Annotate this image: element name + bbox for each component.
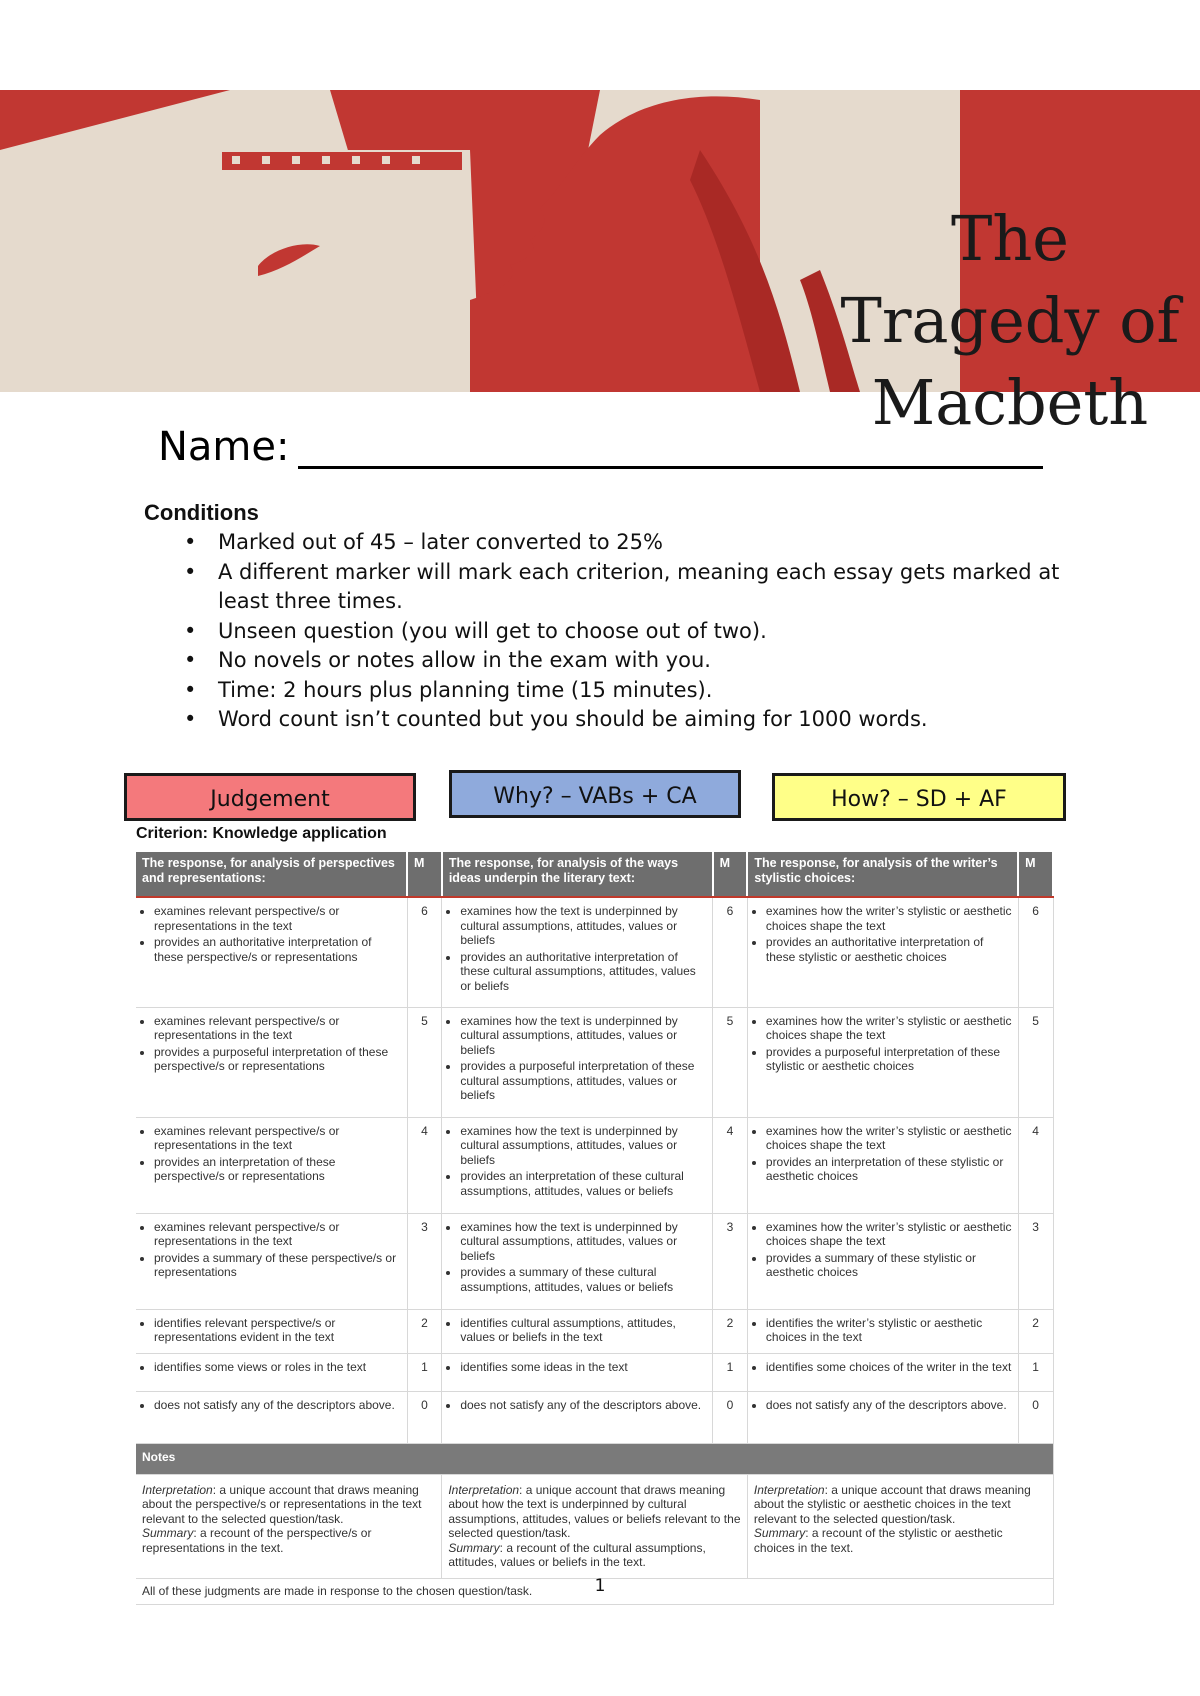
descriptor-cell bbox=[442, 897, 713, 1007]
mark-cell: 2 bbox=[407, 1309, 442, 1353]
note-text: : a unique account that draws meaning about how the text is underpinned by cultural assumptions, attitudes, values or beliefs relevant to the selected question/task. bbox=[448, 1482, 741, 1540]
descriptor-item: • provides an interpretation of these cultural assumptions, attitudes, values or beliefs bbox=[460, 1169, 706, 1198]
descriptor-item: • provides an authoritative interpretation of these cultural assumptions, attitudes, values or beliefs bbox=[460, 950, 706, 994]
descriptor-item: • provides a summary of these stylistic or aesthetic choices bbox=[766, 1251, 1012, 1280]
rubric-header-row bbox=[136, 852, 1053, 897]
descriptor-item: • provides a purposeful interpretation of these perspective/s or representations bbox=[154, 1045, 401, 1074]
name-blank-line[interactable] bbox=[298, 466, 1043, 469]
mark-cell: 6 bbox=[407, 897, 442, 1007]
title-line-2: Tragedy of bbox=[840, 284, 1180, 357]
note-term: Interpretation bbox=[753, 1482, 825, 1497]
descriptor-cell bbox=[442, 1213, 713, 1309]
descriptor-item: • examines how the writer’s stylistic or aesthetic choices shape the text bbox=[766, 1220, 1012, 1249]
note-term: Summary bbox=[753, 1526, 806, 1540]
descriptor-item: • examines how the text is underpinned by cultural assumptions, attitudes, values or beliefs bbox=[460, 1014, 706, 1058]
descriptor-item: • identifies relevant perspective/s or representations evident in the text bbox=[154, 1316, 401, 1345]
legend-judgement: Judgement bbox=[124, 773, 416, 821]
page-number: 1 bbox=[594, 1576, 606, 1596]
mark-cell: 5 bbox=[407, 1007, 442, 1117]
mark-cell: 0 bbox=[407, 1391, 442, 1443]
descriptor-item: • identifies the writer’s stylistic or aesthetic choices in the text bbox=[766, 1316, 1012, 1345]
note-text: : a recount of the cultural assumptions, attitudes, values or beliefs in the text. bbox=[448, 1540, 706, 1569]
descriptor-cell bbox=[136, 1213, 407, 1309]
header-perspectives: The response, for analysis of perspectives and representations: bbox=[136, 852, 407, 897]
title-line-1: The bbox=[951, 202, 1069, 275]
mark-cell: 4 bbox=[407, 1117, 442, 1213]
mark-cell: 5 bbox=[713, 1007, 748, 1117]
descriptor-cell bbox=[747, 1309, 1018, 1353]
mark-cell: 4 bbox=[713, 1117, 748, 1213]
note-term: Interpretation bbox=[142, 1482, 213, 1497]
descriptor-item: • identifies cultural assumptions, attitudes, values or beliefs in the text bbox=[460, 1316, 706, 1345]
criterion-title: Criterion: Knowledge application bbox=[136, 825, 387, 842]
descriptor-item: • examines how the writer’s stylistic or aesthetic choices shape the text bbox=[766, 1124, 1012, 1153]
descriptor-item: • examines how the writer’s stylistic or aesthetic choices shape the text bbox=[766, 1014, 1012, 1043]
descriptor-item: • does not satisfy any of the descriptors above. bbox=[460, 1398, 706, 1413]
descriptor-item: • identifies some views or roles in the text bbox=[154, 1360, 401, 1375]
note-text: : a recount of the stylistic or aesthetic choices in the text. bbox=[753, 1526, 1003, 1555]
mark-cell: 6 bbox=[1018, 897, 1053, 1007]
descriptor-item: • examines relevant perspective/s or representations in the text bbox=[154, 904, 401, 933]
rubric-row bbox=[136, 1353, 1053, 1391]
title-line-3: Macbeth bbox=[871, 366, 1149, 439]
rubric-row bbox=[136, 1007, 1053, 1117]
descriptor-item: • examines relevant perspective/s or representations in the text bbox=[154, 1124, 401, 1153]
descriptor-cell bbox=[136, 1309, 407, 1353]
note-text: : a unique account that draws meaning about the stylistic or aesthetic choices in the text relevant to the selected question/task. bbox=[753, 1482, 1031, 1526]
header-mark: M bbox=[1018, 852, 1053, 897]
name-label: Name: bbox=[158, 424, 290, 470]
descriptor-cell bbox=[136, 897, 407, 1007]
mark-cell: 1 bbox=[407, 1353, 442, 1391]
notes-row bbox=[136, 1474, 1053, 1578]
mark-cell: 0 bbox=[1018, 1391, 1053, 1443]
mark-cell: 4 bbox=[1018, 1117, 1053, 1213]
note-term: Interpretation bbox=[448, 1482, 520, 1497]
title-banner bbox=[0, 90, 1200, 439]
mark-cell: 1 bbox=[1018, 1353, 1053, 1391]
mark-cell: 0 bbox=[713, 1391, 748, 1443]
descriptor-cell bbox=[747, 1353, 1018, 1391]
descriptor-cell bbox=[442, 1007, 713, 1117]
note-term: Summary bbox=[142, 1526, 194, 1540]
descriptor-cell bbox=[442, 1117, 713, 1213]
conditions-item: • No novels or notes allow in the exam with you. bbox=[180, 646, 1060, 676]
note-cell bbox=[136, 1474, 442, 1578]
descriptor-item: • examines how the text is underpinned by cultural assumptions, attitudes, values or beliefs bbox=[460, 1220, 706, 1264]
mark-cell: 1 bbox=[713, 1353, 748, 1391]
note-cell bbox=[747, 1474, 1053, 1578]
mark-cell: 3 bbox=[1018, 1213, 1053, 1309]
note-term: Summary bbox=[448, 1540, 500, 1555]
descriptor-item: • provides an interpretation of these stylistic or aesthetic choices bbox=[766, 1155, 1012, 1184]
header-mark: M bbox=[407, 852, 442, 897]
descriptor-cell bbox=[442, 1353, 713, 1391]
header-mark: M bbox=[713, 852, 748, 897]
header-ideas: The response, for analysis of the ways ideas underpin the literary text: bbox=[442, 852, 713, 897]
mark-cell: 3 bbox=[713, 1213, 748, 1309]
rubric-row bbox=[136, 1309, 1053, 1353]
descriptor-item: • provides an authoritative interpretation of these stylistic or aesthetic choices bbox=[766, 935, 1012, 964]
descriptor-item: • examines relevant perspective/s or representations in the text bbox=[154, 1220, 401, 1249]
note-text: : a unique account that draws meaning about the perspective/s or representations in the text relevant to the selected question/task. bbox=[142, 1482, 422, 1526]
descriptor-item: • provides a purposeful interpretation of these stylistic or aesthetic choices bbox=[766, 1045, 1012, 1074]
conditions-list bbox=[180, 528, 1060, 735]
rubric-footer-note: All of these judgments are made in response to the chosen question/task. bbox=[136, 1578, 1053, 1605]
descriptor-item: • provides a purposeful interpretation of these cultural assumptions, attitudes, values or beliefs bbox=[460, 1059, 706, 1103]
document-title bbox=[830, 198, 1190, 444]
legend-how: How? – SD + AF bbox=[772, 773, 1066, 821]
mark-cell: 6 bbox=[713, 897, 748, 1007]
legend-why: Why? – VABs + CA bbox=[449, 770, 741, 818]
descriptor-cell bbox=[442, 1309, 713, 1353]
descriptor-item: • does not satisfy any of the descriptors above. bbox=[766, 1398, 1012, 1413]
descriptor-cell bbox=[747, 1213, 1018, 1309]
mark-cell: 3 bbox=[407, 1213, 442, 1309]
rubric-row bbox=[136, 897, 1053, 1007]
header-stylistic: The response, for analysis of the writer’s stylistic choices: bbox=[747, 852, 1018, 897]
descriptor-item: • identifies some choices of the writer in the text bbox=[766, 1360, 1012, 1375]
conditions-heading: Conditions bbox=[144, 500, 259, 525]
descriptor-item: • provides a summary of these perspective/s or representations bbox=[154, 1251, 401, 1280]
descriptor-item: • does not satisfy any of the descriptors above. bbox=[154, 1398, 401, 1413]
descriptor-cell bbox=[136, 1353, 407, 1391]
descriptor-cell bbox=[136, 1007, 407, 1117]
note-text: : a recount of the perspective/s or representations in the text. bbox=[142, 1526, 372, 1555]
conditions-item: • Unseen question (you will get to choose out of two). bbox=[180, 617, 1060, 647]
rubric-row bbox=[136, 1391, 1053, 1443]
descriptor-cell bbox=[136, 1391, 407, 1443]
mark-cell: 2 bbox=[1018, 1309, 1053, 1353]
descriptor-item: • examines how the text is underpinned by cultural assumptions, attitudes, values or beliefs bbox=[460, 1124, 706, 1168]
descriptor-cell bbox=[136, 1117, 407, 1213]
conditions-item: • Time: 2 hours plus planning time (15 minutes). bbox=[180, 676, 1060, 706]
descriptor-item: • examines how the writer’s stylistic or aesthetic choices shape the text bbox=[766, 904, 1012, 933]
descriptor-cell bbox=[747, 1117, 1018, 1213]
descriptor-cell bbox=[747, 897, 1018, 1007]
note-cell bbox=[442, 1474, 748, 1578]
mark-cell: 2 bbox=[713, 1309, 748, 1353]
conditions-item: • A different marker will mark each criterion, meaning each essay gets marked at least three times. bbox=[180, 558, 1060, 617]
descriptor-cell bbox=[747, 1007, 1018, 1117]
conditions-item: • Word count isn’t counted but you should be aiming for 1000 words. bbox=[180, 705, 1060, 735]
descriptor-item: • examines how the text is underpinned by cultural assumptions, attitudes, values or beliefs bbox=[460, 904, 706, 948]
marking-rubric-table bbox=[136, 852, 1054, 1605]
descriptor-item: • provides an interpretation of these perspective/s or representations bbox=[154, 1155, 401, 1184]
descriptor-cell bbox=[747, 1391, 1018, 1443]
rubric-row bbox=[136, 1213, 1053, 1309]
rubric-row bbox=[136, 1117, 1053, 1213]
descriptor-item: • identifies some ideas in the text bbox=[460, 1360, 706, 1375]
descriptor-cell bbox=[442, 1391, 713, 1443]
descriptor-item: • examines relevant perspective/s or representations in the text bbox=[154, 1014, 401, 1043]
descriptor-item: • provides an authoritative interpretation of these perspective/s or representations bbox=[154, 935, 401, 964]
mark-cell: 5 bbox=[1018, 1007, 1053, 1117]
conditions-item: • Marked out of 45 – later converted to 25% bbox=[180, 528, 1060, 558]
notes-header-row bbox=[136, 1443, 1053, 1474]
notes-heading: Notes bbox=[136, 1443, 1053, 1474]
descriptor-item: • provides a summary of these cultural assumptions, attitudes, values or beliefs bbox=[460, 1265, 706, 1294]
